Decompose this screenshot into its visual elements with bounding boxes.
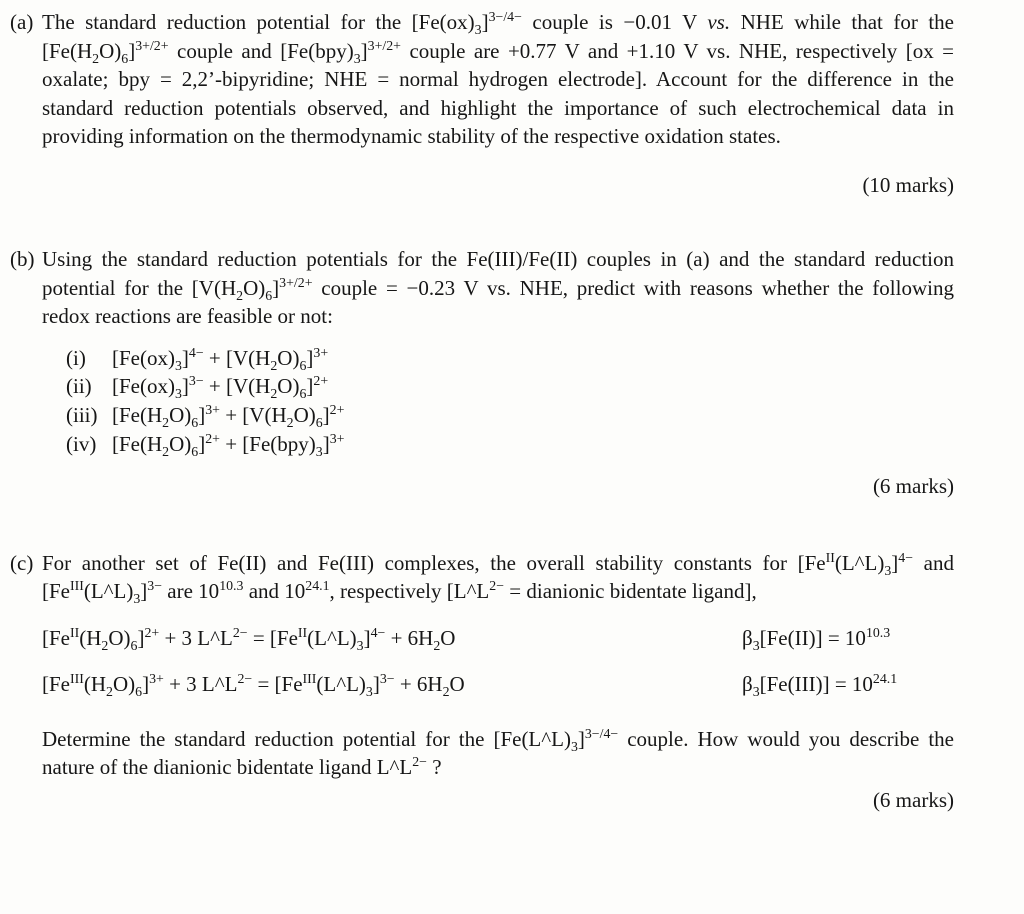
marks-label-b: (6 marks) bbox=[872, 474, 954, 499]
reaction-item bbox=[66, 344, 954, 373]
closing-question-text: Determine the standard reduction potential for the $[Fe(L\^{}L)_3]^{3-/4-}$ couple. How would you describe the nature of the dianionic bidentate ligand $L\^{}L^{2-}$ ? bbox=[42, 725, 954, 780]
question-part-a bbox=[10, 8, 954, 199]
question-part-b bbox=[10, 245, 954, 500]
reaction-number: (iii) bbox=[66, 403, 98, 428]
reaction-formula: $[Fe(ox)_3]^{3-} + [V(H_2O)_6]^{2+}$ bbox=[112, 373, 329, 402]
equilibrium-equation-2 bbox=[42, 670, 954, 699]
part-label-a: (a) bbox=[10, 10, 34, 34]
reaction-number: (ii) bbox=[66, 374, 92, 399]
marks-label-c: (6 marks) bbox=[872, 787, 954, 812]
marks-label-a: (10 marks) bbox=[862, 172, 954, 197]
reaction-number: (iv) bbox=[66, 431, 97, 456]
part-label-c: (c) bbox=[10, 550, 34, 575]
question-text-a: The standard reduction potential for the $[Fe(ox)_3]^{3-/4-}$ couple is −0.01 V vs. NHE while that for the $[Fe(H_2O)_6]^{3+/2+}$ couple and $[Fe(bpy)_3]^{3+/2+}$ couple are +0.77 V and +1.10 V vs. NHE, respectively [ox = oxalate; bpy = 2,2’-bipyridine; NHE = normal hydrogen electrode]. Account for the difference in the standard reduction potentials observed, and highlight the importance of such electrochemical data in providing information on the thermodynamic stability of the respective oxidation states. bbox=[42, 9, 955, 149]
reaction-item bbox=[66, 401, 954, 430]
reaction-formula: $[Fe(ox)_3]^{4-} + [V(H_2O)_6]^{3+}$ bbox=[112, 344, 329, 374]
beta-constant: $\beta_3[Fe(III)] = 10^{24.1}$ bbox=[742, 671, 898, 700]
question-text-b: Using the standard reduction potentials for the Fe(III)/Fe(II) couples in (a) and the standard reduction potential for the $[V(H_2O)_6]^{3+/2+}$ couple = −0.23 V vs. NHE, predict with reasons whether the following redox reactions are feasible or not: bbox=[42, 247, 954, 329]
part-label-b: (b) bbox=[10, 247, 35, 272]
equation-lhs: $[Fe^{II}(H_2O)_6]^{2+} + 3$ $L\^{}L^{2-}$ = $[Fe^{II}(L\^{}L)_3]^{4-} + 6H_2O$ bbox=[42, 624, 456, 653]
reaction-number: (i) bbox=[66, 345, 86, 370]
beta-constant: $\beta_3[Fe(II)] = 10^{10.3}$ bbox=[742, 624, 891, 653]
equation-lhs: $[Fe^{III}(H_2O)_6]^{3+} + 3$ $L\^{}L^{2-}$ = $[Fe^{III}(L\^{}L)_3]^{3-} + 6H_2O$ bbox=[42, 671, 465, 700]
reaction-list bbox=[66, 344, 954, 458]
reaction-item bbox=[66, 430, 954, 459]
reaction-item bbox=[66, 372, 954, 401]
question-text-c: For another set of Fe(II) and Fe(III) complexes, the overall stability constants for $[Fe^{II}(L\^{}L)_3]^{4-}$ and $[Fe^{III}(L\^{}L)_3]^{3-}$ are $10^{10.3}$ and $10^{24.1}$, respectively [$L\^{}L^{2-}$ = dianionic bidentate ligand], bbox=[42, 549, 954, 607]
reaction-formula: $[Fe(H_2O)_6]^{3+} + [V(H_2O)_6]^{2+}$ bbox=[112, 402, 345, 431]
reaction-formula: $[Fe(H_2O)_6]^{2+} + [Fe(bpy)_3]^{3+}$ bbox=[112, 430, 345, 459]
question-part-c bbox=[10, 549, 954, 815]
equilibrium-equation-1 bbox=[42, 624, 954, 653]
